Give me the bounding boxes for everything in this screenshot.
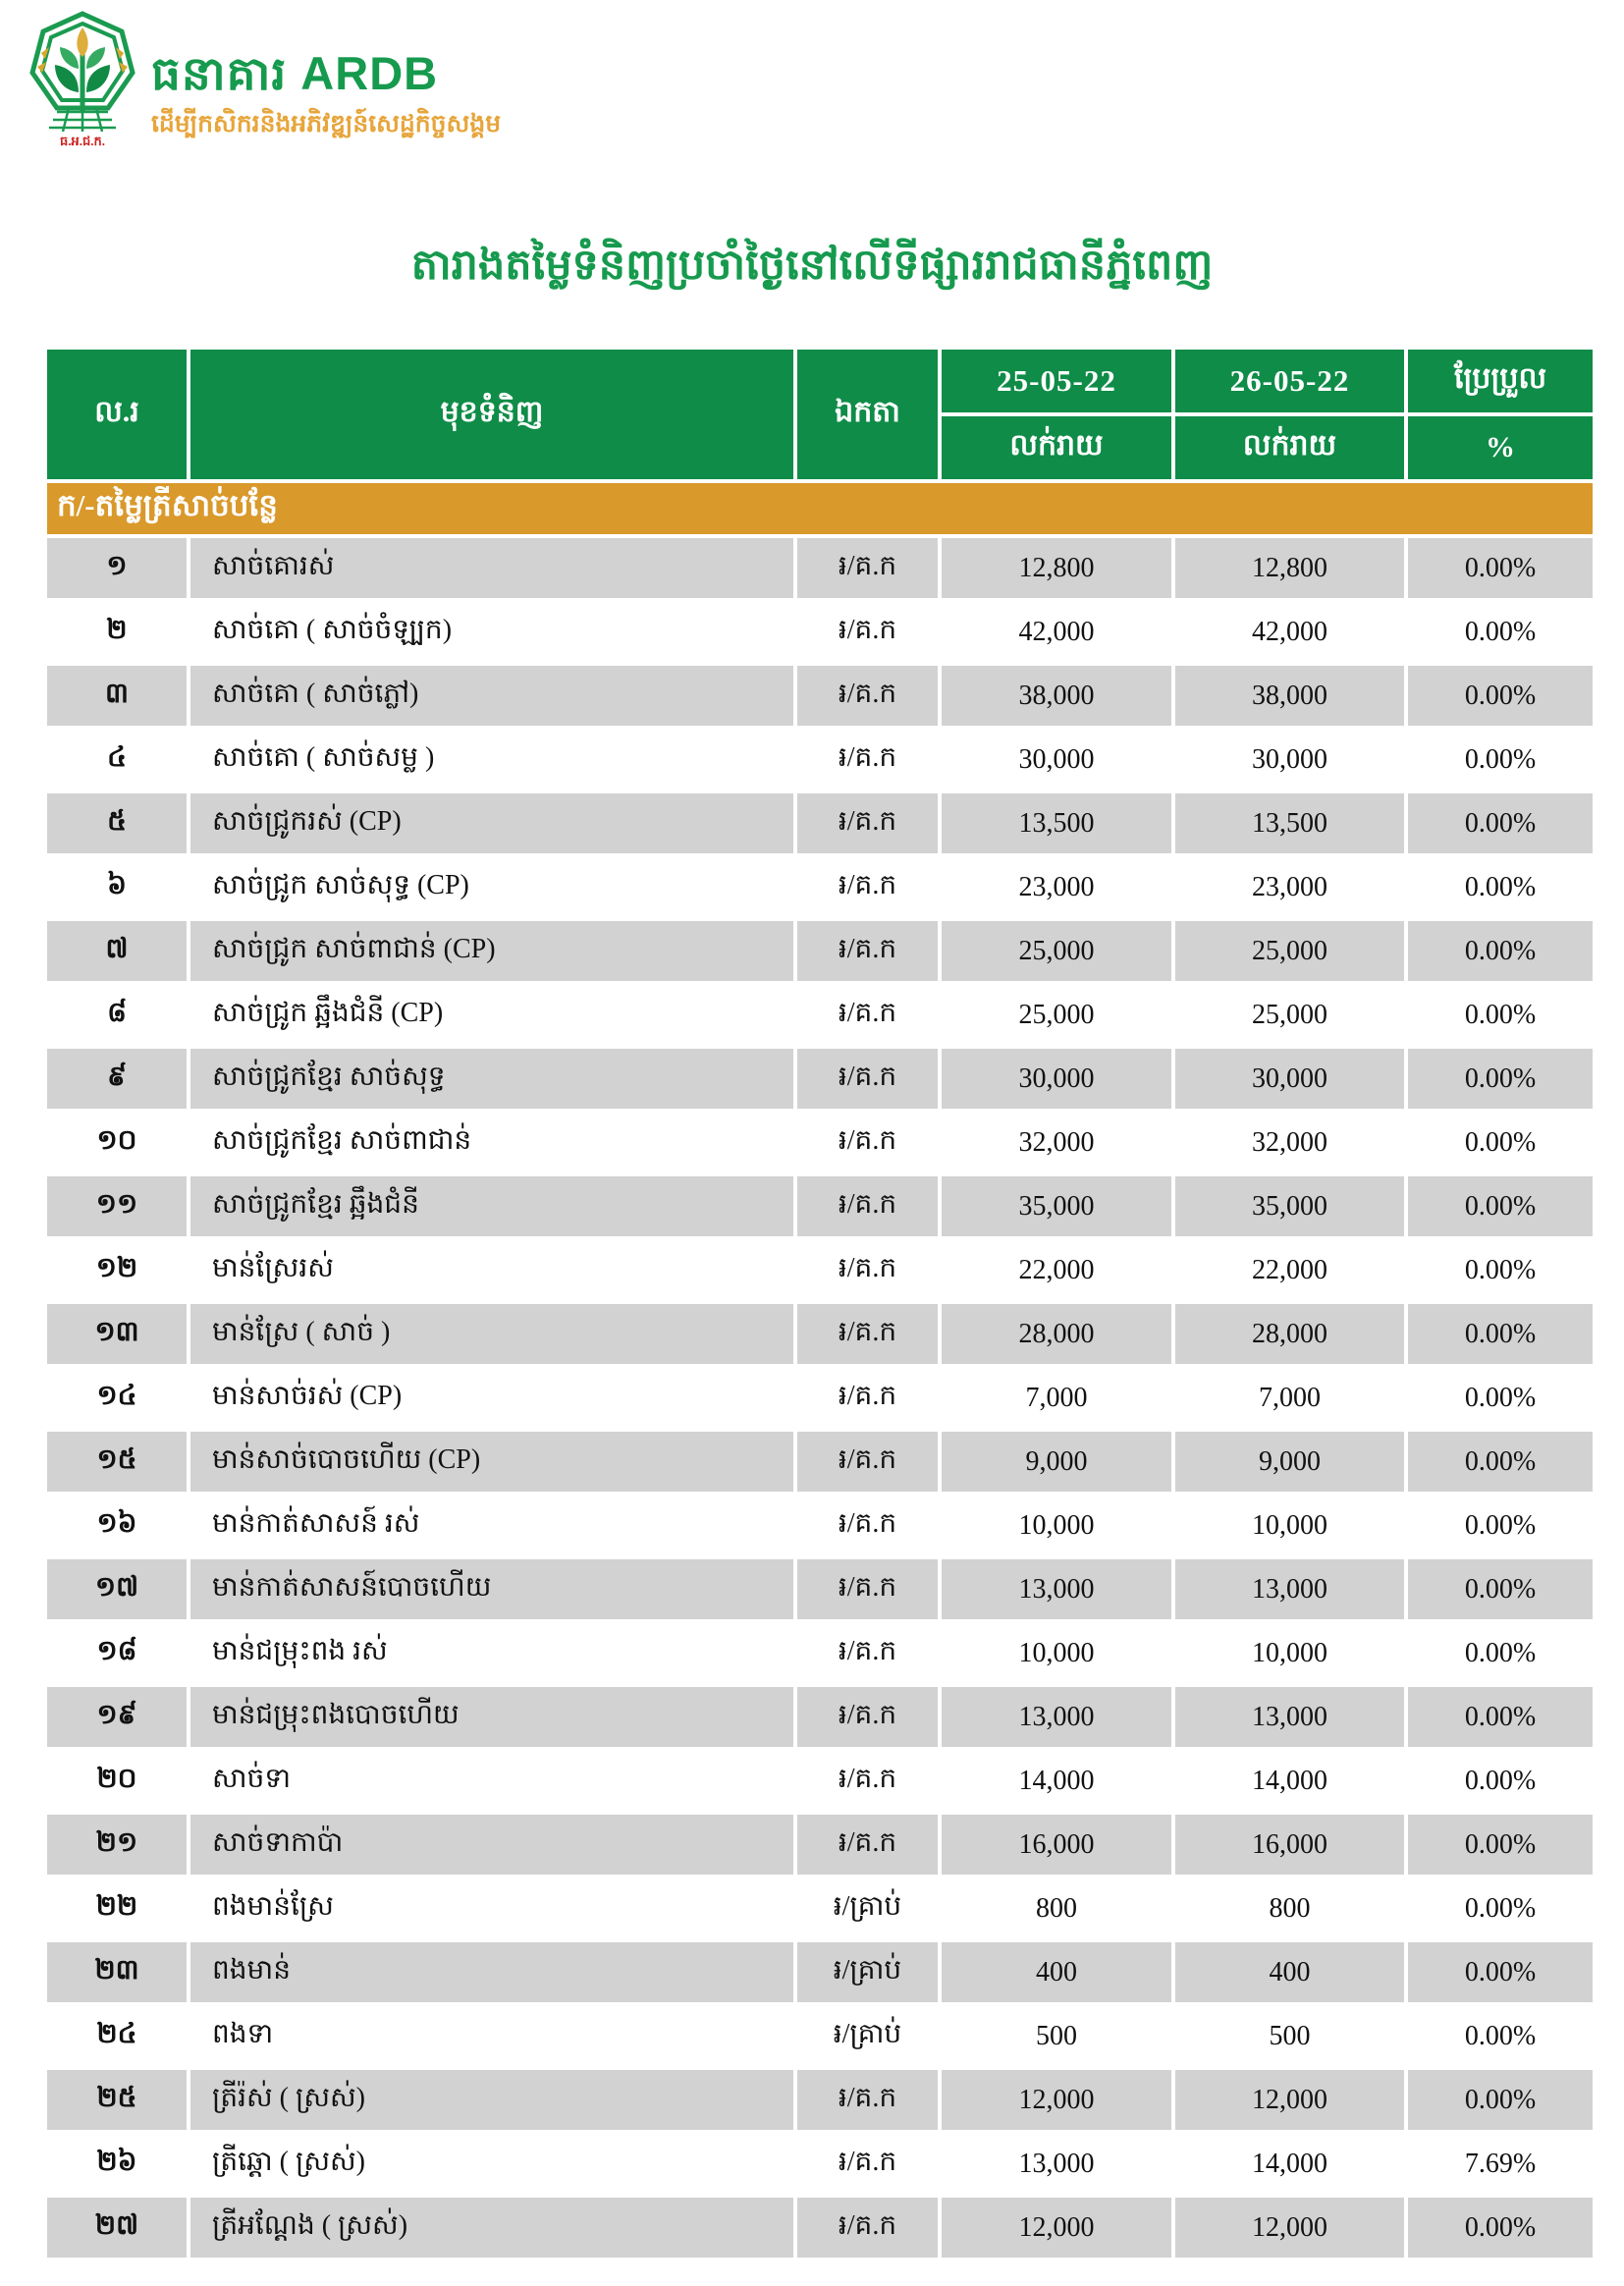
unit-cell: ៛/គ.ក (797, 1623, 938, 1683)
price-day1-cell: 38,000 (942, 666, 1171, 726)
column-header-date2: 26-05-22 (1175, 350, 1404, 412)
table-row (47, 1687, 1593, 1747)
item-name-cell: សាច់គោ ( សាច់សម្ល ) (190, 730, 793, 789)
item-name-cell: ត្រីអណ្ដែង ( ស្រស់) (190, 2198, 793, 2258)
table-row (47, 1623, 1593, 1683)
price-day1-cell: 400 (942, 1942, 1171, 2002)
unit-cell: ៛/គ.ក (797, 2134, 938, 2194)
unit-cell: ៛/គ្រាប់ (797, 1942, 938, 2002)
price-day2-cell: 35,000 (1175, 1176, 1404, 1236)
item-name-cell: សាច់ទា (190, 1751, 793, 1811)
column-subheader-retail1: លក់រាយ (942, 416, 1171, 479)
price-day1-cell: 13,000 (942, 1559, 1171, 1619)
change-percent-cell: 0.00% (1408, 985, 1593, 1045)
row-number-cell: ៨ (47, 985, 187, 1045)
price-day1-cell: 23,000 (942, 857, 1171, 917)
item-name-cell: សាច់ទាកាប៉ា (190, 1815, 793, 1875)
unit-cell: ៛/គ.ក (797, 538, 938, 598)
table-row (47, 2134, 1593, 2194)
unit-cell: ៛/គ.ក (797, 985, 938, 1045)
table-row (47, 1049, 1593, 1109)
bank-name: ធនាគារ ARDB (151, 47, 439, 99)
row-number-cell: ១៨ (47, 1623, 187, 1683)
row-number-cell: ២៣ (47, 1942, 187, 2002)
column-subheader-retail2: លក់រាយ (1175, 416, 1404, 479)
price-day1-cell: 13,000 (942, 1687, 1171, 1747)
item-name-cell: មាន់ស្រែរស់ (190, 1240, 793, 1300)
item-name-cell: សាច់ជ្រូកខ្មែរ សាច់សុទ្ធ (190, 1049, 793, 1109)
table-row (47, 730, 1593, 789)
price-day1-cell: 22,000 (942, 1240, 1171, 1300)
price-day1-cell: 42,000 (942, 602, 1171, 662)
price-day2-cell: 10,000 (1175, 1496, 1404, 1555)
price-day2-cell: 12,000 (1175, 2198, 1404, 2258)
table-row (47, 1240, 1593, 1300)
price-day2-cell: 400 (1175, 1942, 1404, 2002)
table-row (47, 2198, 1593, 2258)
price-day1-cell: 25,000 (942, 985, 1171, 1045)
row-number-cell: ២៤ (47, 2006, 187, 2066)
logo-acronym-text: ធ.អ.ជ.ក. (59, 134, 106, 148)
row-number-cell: ២៥ (47, 2070, 187, 2130)
item-name-cell: មាន់កាត់សាសន៍ រស់ (190, 1496, 793, 1555)
row-number-cell: ១៦ (47, 1496, 187, 1555)
change-percent-cell: 0.00% (1408, 921, 1593, 981)
change-percent-cell: 7.69% (1408, 2134, 1593, 2194)
row-number-cell: ១៤ (47, 1368, 187, 1428)
change-percent-cell: 0.00% (1408, 1368, 1593, 1428)
change-percent-cell: 0.00% (1408, 1623, 1593, 1683)
brand-header (27, 10, 501, 149)
section-header-row (47, 483, 1593, 534)
row-number-cell: ១៥ (47, 1432, 187, 1492)
item-name-cell: សាច់ជ្រូកខ្មែរ ឆ្អឹងជំនី (190, 1176, 793, 1236)
table-row (47, 1304, 1593, 1364)
row-number-cell: ២១ (47, 1815, 187, 1875)
unit-cell: ៛/គ.ក (797, 1432, 938, 1492)
unit-cell: ៛/គ.ក (797, 2198, 938, 2258)
change-percent-cell: 0.00% (1408, 1942, 1593, 2002)
table-row (47, 1815, 1593, 1875)
table-row (47, 2006, 1593, 2066)
page-title: តារាងតម្លៃទំនិញប្រចាំថ្ងៃនៅលើទីផ្សាររាជធានីភ្នំពេញ (410, 243, 1214, 289)
price-day2-cell: 500 (1175, 2006, 1404, 2066)
table-row (47, 921, 1593, 981)
column-header-items: មុខទំនិញ (190, 350, 793, 479)
price-day2-cell: 13,000 (1175, 1559, 1404, 1619)
item-name-cell: សាច់ជ្រូក ឆ្អឹងជំនី (CP) (190, 985, 793, 1045)
column-header-date1: 25-05-22 (942, 350, 1171, 412)
unit-cell: ៛/គ.ក (797, 1176, 938, 1236)
change-percent-cell: 0.00% (1408, 1304, 1593, 1364)
price-day1-cell: 12,000 (942, 2070, 1171, 2130)
unit-cell: ៛/គ.ក (797, 1113, 938, 1172)
table-body (47, 483, 1593, 2258)
bank-tagline: ដើម្បីកសិករនិងអភិវឌ្ឍន៍សេដ្ឋកិច្ចសង្គម (151, 111, 502, 138)
table-row (47, 1176, 1593, 1236)
brand-text-block (151, 10, 501, 144)
row-number-cell: ១៣ (47, 1304, 187, 1364)
table-row (47, 793, 1593, 853)
column-header-change: ប្រែប្រួល (1408, 350, 1593, 412)
price-day2-cell: 12,000 (1175, 2070, 1404, 2130)
table-row (47, 985, 1593, 1045)
price-day2-cell: 23,000 (1175, 857, 1404, 917)
price-day2-cell: 28,000 (1175, 1304, 1404, 1364)
table-row (47, 1942, 1593, 2002)
table-row (47, 1751, 1593, 1811)
table-row (47, 1432, 1593, 1492)
row-number-cell: ១០ (47, 1113, 187, 1172)
change-percent-cell: 0.00% (1408, 793, 1593, 853)
item-name-cell: សាច់គោ ( សាច់ភ្លៅ) (190, 666, 793, 726)
price-day2-cell: 38,000 (1175, 666, 1404, 726)
price-day2-cell: 7,000 (1175, 1368, 1404, 1428)
change-percent-cell: 0.00% (1408, 2198, 1593, 2258)
change-percent-cell: 0.00% (1408, 730, 1593, 789)
price-day2-cell: 9,000 (1175, 1432, 1404, 1492)
price-day1-cell: 13,000 (942, 2134, 1171, 2194)
column-subheader-percent: % (1408, 416, 1593, 479)
price-day1-cell: 9,000 (942, 1432, 1171, 1492)
unit-cell: ៛/គ.ក (797, 793, 938, 853)
unit-cell: ៛/គ.ក (797, 1751, 938, 1811)
unit-cell: ៛/គ.ក (797, 2070, 938, 2130)
price-day1-cell: 10,000 (942, 1623, 1171, 1683)
price-day2-cell: 16,000 (1175, 1815, 1404, 1875)
price-day2-cell: 12,800 (1175, 538, 1404, 598)
price-day1-cell: 35,000 (942, 1176, 1171, 1236)
row-number-cell: ៧ (47, 921, 187, 981)
table-row (47, 1368, 1593, 1428)
unit-cell: ៛/គ្រាប់ (797, 2006, 938, 2066)
price-day2-cell: 30,000 (1175, 1049, 1404, 1109)
item-name-cell: សាច់ជ្រូករស់ (CP) (190, 793, 793, 853)
unit-cell: ៛/គ្រាប់ (797, 1878, 938, 1938)
row-number-cell: ៦ (47, 857, 187, 917)
price-day1-cell: 500 (942, 2006, 1171, 2066)
change-percent-cell: 0.00% (1408, 1049, 1593, 1109)
table-row (47, 538, 1593, 598)
unit-cell: ៛/គ.ក (797, 1304, 938, 1364)
table-row (47, 2070, 1593, 2130)
unit-cell: ៛/គ.ក (797, 1240, 938, 1300)
unit-cell: ៛/គ.ក (797, 1687, 938, 1747)
price-day2-cell: 800 (1175, 1878, 1404, 1938)
price-day2-cell: 14,000 (1175, 2134, 1404, 2194)
change-percent-cell: 0.00% (1408, 1878, 1593, 1938)
unit-cell: ៛/គ.ក (797, 602, 938, 662)
price-table-container (43, 346, 1597, 2261)
row-number-cell: ៩ (47, 1049, 187, 1109)
price-day2-cell: 10,000 (1175, 1623, 1404, 1683)
unit-cell: ៛/គ.ក (797, 1049, 938, 1109)
column-header-unit: ឯកតា (797, 350, 938, 479)
change-percent-cell: 0.00% (1408, 1559, 1593, 1619)
price-day2-cell: 13,000 (1175, 1687, 1404, 1747)
item-name-cell: សាច់គោ ( សាច់ចំឡ្បក) (190, 602, 793, 662)
item-name-cell: មាន់សាច់បោចហើយ (CP) (190, 1432, 793, 1492)
row-number-cell: ១៩ (47, 1687, 187, 1747)
row-number-cell: ២៦ (47, 2134, 187, 2194)
table-row (47, 602, 1593, 662)
price-day1-cell: 14,000 (942, 1751, 1171, 1811)
change-percent-cell: 0.00% (1408, 1176, 1593, 1236)
price-day1-cell: 800 (942, 1878, 1171, 1938)
table-row (47, 1878, 1593, 1938)
price-day1-cell: 30,000 (942, 1049, 1171, 1109)
change-percent-cell: 0.00% (1408, 1815, 1593, 1875)
price-day2-cell: 25,000 (1175, 985, 1404, 1045)
price-day1-cell: 30,000 (942, 730, 1171, 789)
row-number-cell: ១១ (47, 1176, 187, 1236)
table-row (47, 1113, 1593, 1172)
change-percent-cell: 0.00% (1408, 857, 1593, 917)
price-day2-cell: 32,000 (1175, 1113, 1404, 1172)
row-number-cell: ២៧ (47, 2198, 187, 2258)
item-name-cell: សាច់ជ្រូកខ្មែរ សាច់ពាជាន់ (190, 1113, 793, 1172)
price-day1-cell: 12,800 (942, 538, 1171, 598)
change-percent-cell: 0.00% (1408, 1240, 1593, 1300)
item-name-cell: ពងទា (190, 2006, 793, 2066)
price-day1-cell: 28,000 (942, 1304, 1171, 1364)
item-name-cell: មាន់ស្រែ ( សាច់ ) (190, 1304, 793, 1364)
price-table (43, 346, 1597, 2261)
unit-cell: ៛/គ.ក (797, 1815, 938, 1875)
unit-cell: ៛/គ.ក (797, 1559, 938, 1619)
change-percent-cell: 0.00% (1408, 666, 1593, 726)
change-percent-cell: 0.00% (1408, 1687, 1593, 1747)
change-percent-cell: 0.00% (1408, 1113, 1593, 1172)
price-day1-cell: 25,000 (942, 921, 1171, 981)
price-day2-cell: 25,000 (1175, 921, 1404, 981)
row-number-cell: ៥ (47, 793, 187, 853)
item-name-cell: មាន់កាត់សាសន៍បោចហើយ (190, 1559, 793, 1619)
unit-cell: ៛/គ.ក (797, 921, 938, 981)
unit-cell: ៛/គ.ក (797, 666, 938, 726)
item-name-cell: សាច់ជ្រូក សាច់ពាជាន់ (CP) (190, 921, 793, 981)
column-header-no: ល.រ (47, 350, 187, 479)
price-day1-cell: 32,000 (942, 1113, 1171, 1172)
item-name-cell: ត្រីឆ្ដោ ( ស្រស់) (190, 2134, 793, 2194)
change-percent-cell: 0.00% (1408, 538, 1593, 598)
row-number-cell: ៣ (47, 666, 187, 726)
price-day1-cell: 16,000 (942, 1815, 1171, 1875)
row-number-cell: ២២ (47, 1878, 187, 1938)
change-percent-cell: 0.00% (1408, 2006, 1593, 2066)
row-number-cell: ២ (47, 602, 187, 662)
item-name-cell: ពងមាន់ស្រែ (190, 1878, 793, 1938)
price-day1-cell: 7,000 (942, 1368, 1171, 1428)
price-day2-cell: 30,000 (1175, 730, 1404, 789)
price-day2-cell: 42,000 (1175, 602, 1404, 662)
row-number-cell: ១ (47, 538, 187, 598)
unit-cell: ៛/គ.ក (797, 1368, 938, 1428)
price-day1-cell: 12,000 (942, 2198, 1171, 2258)
row-number-cell: ១២ (47, 1240, 187, 1300)
table-row (47, 666, 1593, 726)
section-header-label: ក/-តម្លៃត្រីសាច់បន្លែ (47, 483, 1593, 534)
change-percent-cell: 0.00% (1408, 1496, 1593, 1555)
change-percent-cell: 0.00% (1408, 602, 1593, 662)
item-name-cell: មាន់ជម្រុះពងបោចហើយ (190, 1687, 793, 1747)
unit-cell: ៛/គ.ក (797, 730, 938, 789)
change-percent-cell: 0.00% (1408, 1432, 1593, 1492)
table-row (47, 1496, 1593, 1555)
price-day2-cell: 13,500 (1175, 793, 1404, 853)
change-percent-cell: 0.00% (1408, 2070, 1593, 2130)
item-name-cell: មាន់សាច់រស់ (CP) (190, 1368, 793, 1428)
row-number-cell: ១៧ (47, 1559, 187, 1619)
change-percent-cell: 0.00% (1408, 1751, 1593, 1811)
unit-cell: ៛/គ.ក (797, 1496, 938, 1555)
row-number-cell: ៤ (47, 730, 187, 789)
row-number-cell: ២០ (47, 1751, 187, 1811)
item-name-cell: សាច់ជ្រូក សាច់សុទ្ធ (CP) (190, 857, 793, 917)
table-row (47, 857, 1593, 917)
unit-cell: ៛/គ.ក (797, 857, 938, 917)
table-row (47, 1559, 1593, 1619)
price-day1-cell: 13,500 (942, 793, 1171, 853)
item-name-cell: មាន់ជម្រុះពង រស់ (190, 1623, 793, 1683)
price-day2-cell: 22,000 (1175, 1240, 1404, 1300)
price-day2-cell: 14,000 (1175, 1751, 1404, 1811)
price-day1-cell: 10,000 (942, 1496, 1171, 1555)
item-name-cell: ត្រីរ៉ស់ ( ស្រស់) (190, 2070, 793, 2130)
item-name-cell: ពងមាន់ (190, 1942, 793, 2002)
item-name-cell: សាច់គោរស់ (190, 538, 793, 598)
ardb-logo-icon (27, 10, 137, 149)
